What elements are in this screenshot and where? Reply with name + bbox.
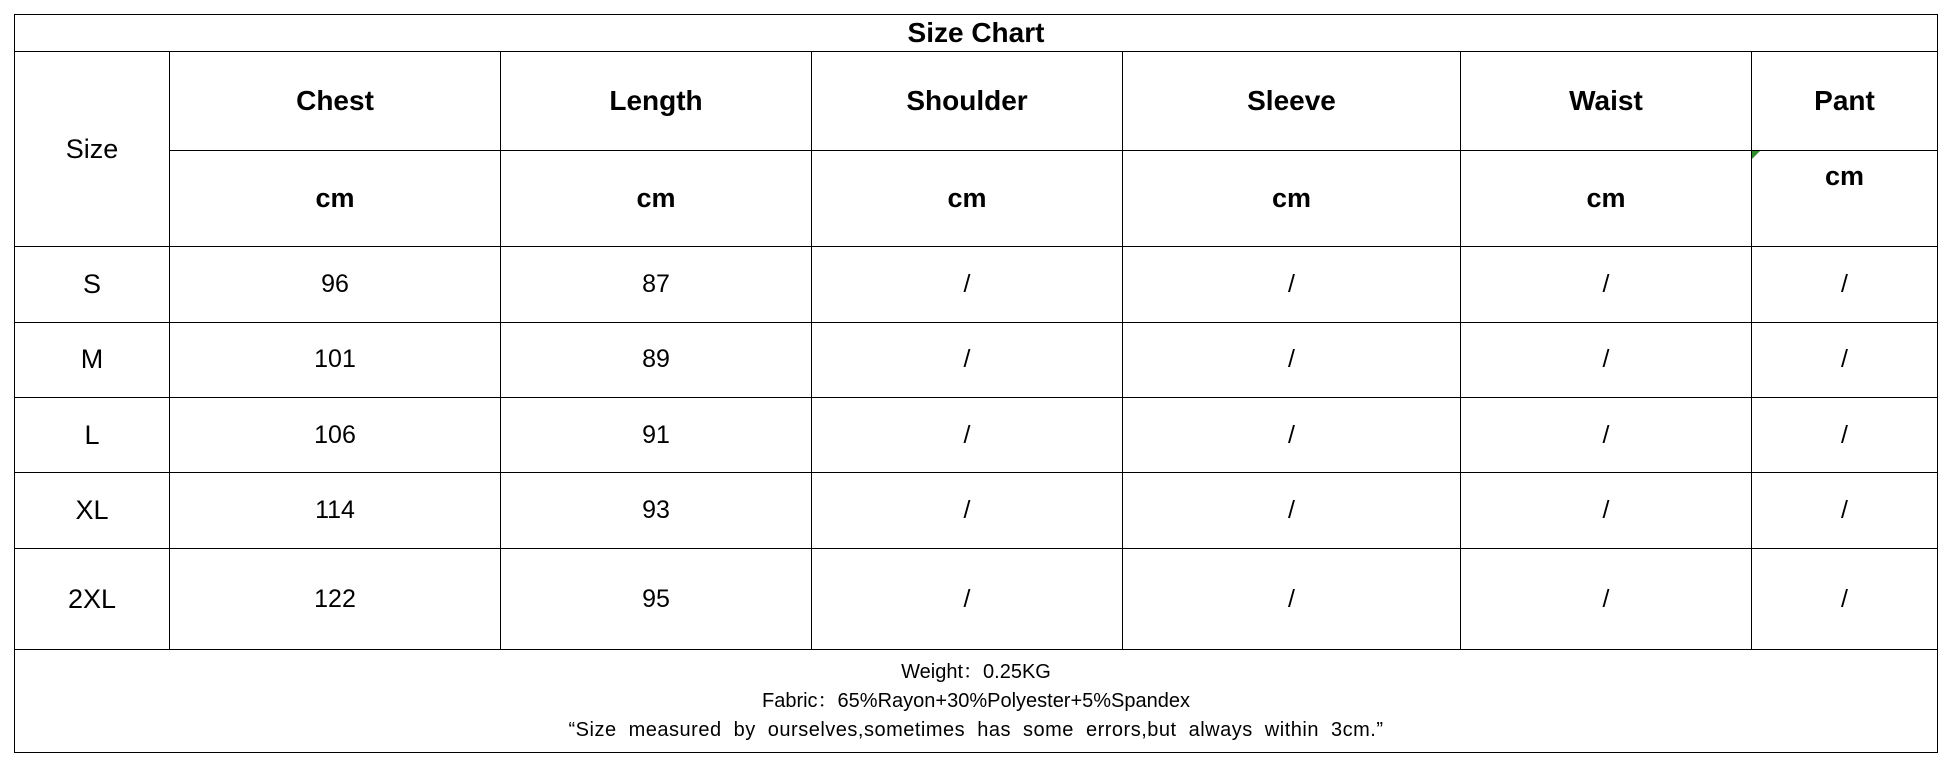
waist-cell: / (1461, 398, 1752, 473)
column-header-shoulder: Shoulder (812, 52, 1123, 151)
pant-cell: / (1752, 398, 1938, 473)
unit-waist: cm (1461, 150, 1752, 247)
pant-cell: / (1752, 247, 1938, 322)
table-row (15, 548, 1938, 650)
waist-cell: / (1461, 322, 1752, 397)
measurement-note: “Size measured by ourselves,sometimes has some errors,but always within 3cm.” (568, 718, 1384, 741)
length-cell: 95 (501, 548, 812, 650)
shoulder-cell: / (812, 398, 1123, 473)
comment-marker-icon (1752, 151, 1760, 159)
chest-cell: 122 (170, 548, 501, 650)
waist-cell: / (1461, 548, 1752, 650)
sleeve-cell: / (1123, 398, 1461, 473)
column-header-chest: Chest (170, 52, 501, 151)
size-cell: 2XL (15, 548, 170, 650)
footer-notes (15, 650, 1938, 753)
table-row (15, 398, 1938, 473)
pant-cell: / (1752, 322, 1938, 397)
unit-row (15, 150, 1938, 247)
table-row (15, 247, 1938, 322)
length-cell: 89 (501, 322, 812, 397)
length-cell: 91 (501, 398, 812, 473)
size-chart-table (14, 14, 1938, 753)
column-header-waist: Waist (1461, 52, 1752, 151)
header-row (15, 52, 1938, 151)
sleeve-cell: / (1123, 322, 1461, 397)
unit-chest: cm (170, 150, 501, 247)
column-header-sleeve: Sleeve (1123, 52, 1461, 151)
size-column-header: Size (15, 52, 170, 247)
waist-cell: / (1461, 473, 1752, 548)
weight-text: Weight：0.25KG (901, 660, 1051, 683)
table-row (15, 322, 1938, 397)
size-cell: M (15, 322, 170, 397)
unit-pant-cell (1752, 150, 1938, 247)
waist-cell: / (1461, 247, 1752, 322)
unit-pant: cm (1824, 160, 1865, 191)
pant-cell: / (1752, 473, 1938, 548)
shoulder-cell: / (812, 322, 1123, 397)
chest-cell: 101 (170, 322, 501, 397)
footer-row (15, 650, 1938, 753)
sleeve-cell: / (1123, 247, 1461, 322)
sleeve-cell: / (1123, 548, 1461, 650)
unit-length: cm (501, 150, 812, 247)
shoulder-cell: / (812, 247, 1123, 322)
title-row (15, 15, 1938, 52)
chart-title: Size Chart (15, 15, 1938, 52)
table-row (15, 473, 1938, 548)
chest-cell: 96 (170, 247, 501, 322)
size-cell: XL (15, 473, 170, 548)
sleeve-cell: / (1123, 473, 1461, 548)
unit-shoulder: cm (812, 150, 1123, 247)
length-cell: 93 (501, 473, 812, 548)
chest-cell: 106 (170, 398, 501, 473)
pant-cell: / (1752, 548, 1938, 650)
column-header-pant: Pant (1752, 52, 1938, 151)
fabric-text: Fabric：65%Rayon+30%Polyester+5%Spandex (761, 689, 1191, 712)
length-cell: 87 (501, 247, 812, 322)
size-cell: L (15, 398, 170, 473)
size-cell: S (15, 247, 170, 322)
chest-cell: 114 (170, 473, 501, 548)
unit-sleeve: cm (1123, 150, 1461, 247)
shoulder-cell: / (812, 548, 1123, 650)
column-header-length: Length (501, 52, 812, 151)
shoulder-cell: / (812, 473, 1123, 548)
